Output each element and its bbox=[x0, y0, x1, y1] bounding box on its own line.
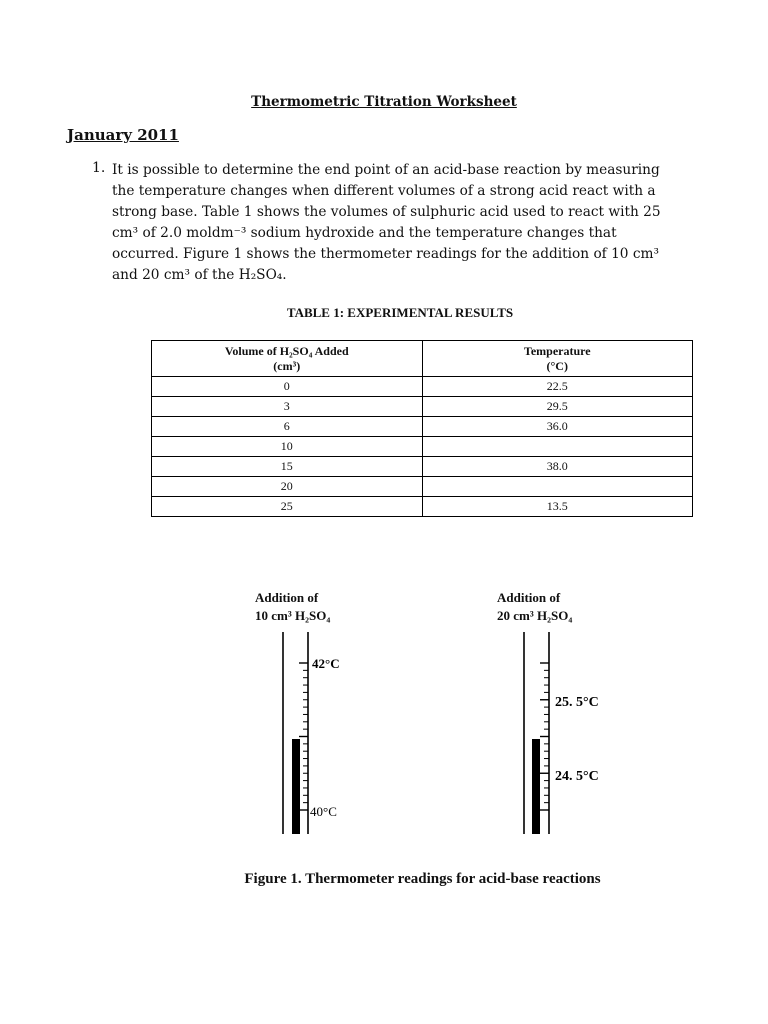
thermometer-1-mercury bbox=[292, 739, 300, 834]
table-row bbox=[152, 437, 693, 457]
cell-volume: 6 bbox=[152, 417, 423, 437]
cell-volume: 10 bbox=[152, 437, 423, 457]
cell-temp[interactable] bbox=[422, 437, 693, 457]
header-volume-line2: (cm³) bbox=[273, 358, 301, 373]
cell-temp: 36.0 bbox=[422, 417, 693, 437]
cell-volume: 15 bbox=[152, 457, 423, 477]
thermometer-2-bottom-label: 24. 5°C bbox=[555, 769, 599, 784]
question-line: cm³ of 2.0 moldm⁻³ sodium hydroxide and the temperature changes that bbox=[112, 225, 617, 241]
table-header-row bbox=[152, 341, 693, 377]
thermometer-1-heading bbox=[255, 589, 330, 625]
thermometer-2 bbox=[512, 632, 622, 837]
question-line: and 20 cm³ of the H₂SO₄. bbox=[112, 267, 287, 283]
question-line: strong base. Table 1 shows the volumes of sulphuric acid used to react with 25 bbox=[112, 204, 661, 220]
table-row bbox=[152, 417, 693, 437]
cell-temp: 29.5 bbox=[422, 397, 693, 417]
header-temperature bbox=[422, 341, 693, 377]
results-table bbox=[151, 340, 693, 517]
question-line: It is possible to determine the end point of an acid-base reaction by measuring bbox=[112, 162, 660, 178]
thermometer-1-heading-line2: 10 cm³ H₂SO₄ bbox=[255, 608, 331, 623]
worksheet-title: Thermometric Titration Worksheet bbox=[251, 94, 517, 110]
cell-volume: 25 bbox=[152, 497, 423, 517]
cell-volume: 0 bbox=[152, 377, 423, 397]
thermometer-1-heading-line1: Addition of bbox=[255, 590, 319, 605]
figure-caption: Figure 1. Thermometer readings for acid-base reactions bbox=[244, 871, 601, 887]
header-volume-line1: Volume of H₂SO₄ Added bbox=[224, 343, 349, 358]
cell-temp: 38.0 bbox=[422, 457, 693, 477]
table-row bbox=[152, 477, 693, 497]
thermometer-1-top-label: 42°C bbox=[312, 656, 340, 671]
thermometer-1-scale bbox=[299, 663, 308, 810]
table-row bbox=[152, 397, 693, 417]
table-caption: TABLE 1: EXPERIMENTAL RESULTS bbox=[286, 305, 514, 320]
header-temp-line2: (°C) bbox=[546, 358, 568, 373]
thermometer-2-heading bbox=[497, 589, 572, 625]
question-text bbox=[112, 160, 712, 286]
header-temp-line1: Temperature bbox=[523, 343, 591, 358]
cell-volume: 3 bbox=[152, 397, 423, 417]
cell-temp[interactable] bbox=[422, 477, 693, 497]
thermometer-2-heading-line1: Addition of bbox=[497, 590, 561, 605]
table-row bbox=[152, 497, 693, 517]
thermometer-2-scale bbox=[540, 663, 549, 810]
thermometer-2-heading-line2: 20 cm³ H₂SO₄ bbox=[497, 608, 573, 623]
thermometer-1 bbox=[270, 632, 380, 837]
thermometer-1-bottom-label: 40°C bbox=[310, 804, 337, 819]
header-volume bbox=[152, 341, 423, 377]
table-row bbox=[152, 457, 693, 477]
question-line: the temperature changes when different volumes of a strong acid react with a bbox=[112, 183, 656, 199]
question-number: 1. bbox=[92, 160, 106, 176]
cell-temp: 13.5 bbox=[422, 497, 693, 517]
worksheet-date: January 2011 bbox=[67, 126, 179, 144]
cell-temp: 22.5 bbox=[422, 377, 693, 397]
thermometer-2-top-label: 25. 5°C bbox=[555, 695, 599, 710]
table-row bbox=[152, 377, 693, 397]
question-line: occurred. Figure 1 shows the thermometer readings for the addition of 10 cm³ bbox=[112, 246, 659, 262]
thermometer-2-mercury bbox=[532, 739, 540, 834]
cell-volume: 20 bbox=[152, 477, 423, 497]
